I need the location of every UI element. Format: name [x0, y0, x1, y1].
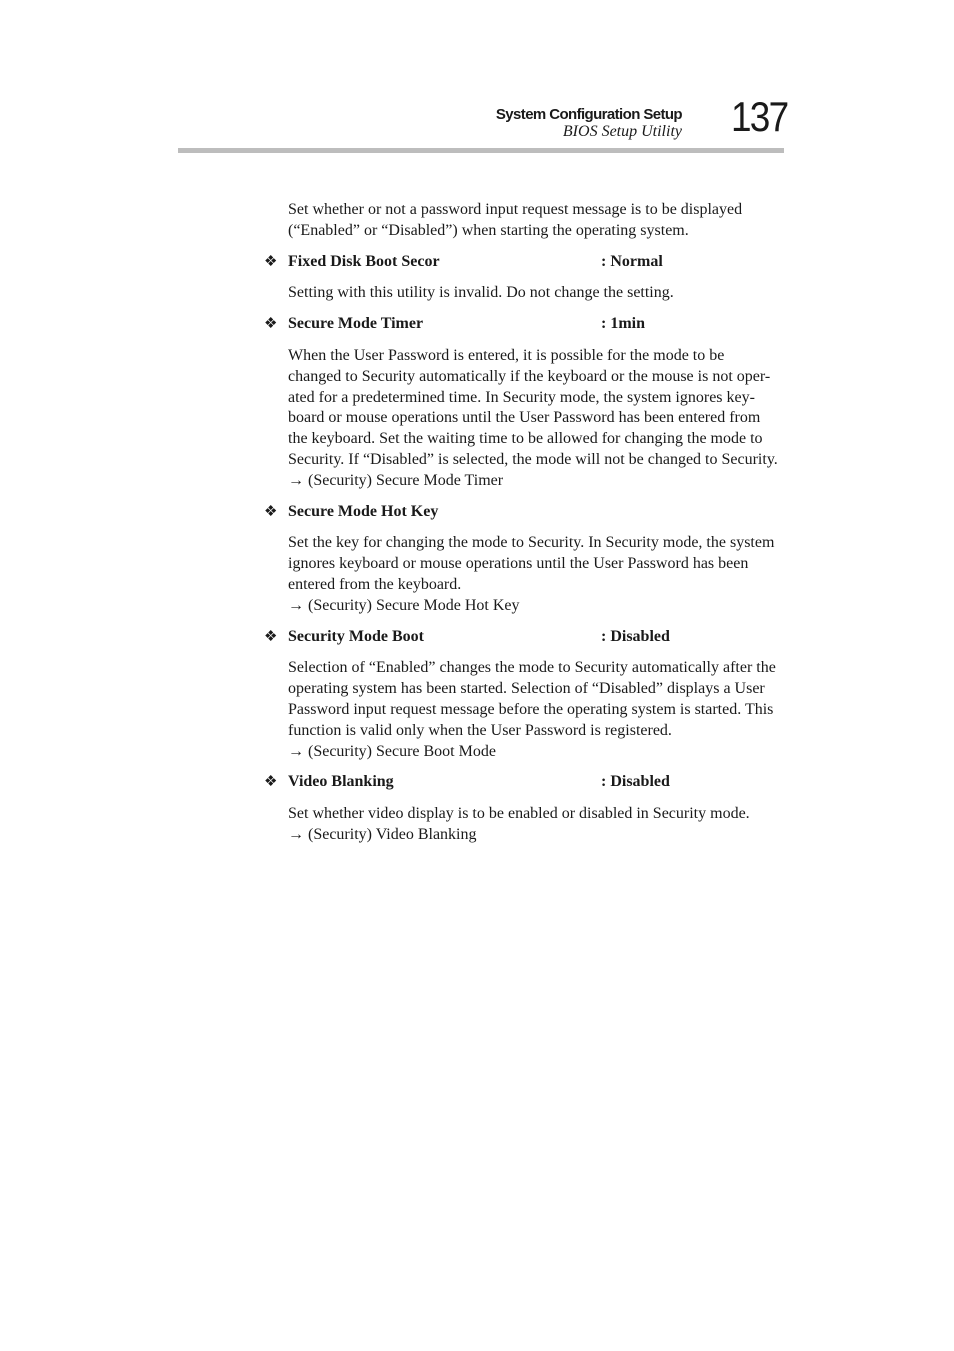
paragraph-line: changed to Security automatically if the keyboard or the mouse is not oper-: [288, 367, 771, 385]
paragraph-line: → (Security) Secure Boot Mode: [288, 742, 496, 760]
setting-item: [262, 502, 802, 523]
page-number: 137: [731, 93, 788, 140]
paragraph-line: Set whether video display is to be enabled or disabled in Security mode.: [288, 805, 750, 823]
paragraph-line: Setting with this utility is invalid. Do not change the setting.: [288, 284, 674, 302]
setting-name: Secure Mode Hot Key: [288, 502, 439, 520]
paragraph-line: → (Security) Video Blanking: [288, 825, 477, 843]
paragraph-line: Set whether or not a password input request message is to be displayed: [288, 201, 743, 218]
setting-value: : Disabled: [601, 773, 670, 791]
setting-name: Secure Mode Timer: [288, 315, 424, 333]
paragraph-line: ated for a predetermined time. In Security mode, the system ignores key-: [288, 388, 755, 406]
paragraph-line: → (Security) Secure Mode Timer: [288, 471, 504, 489]
paragraph-line: board or mouse operations until the User Password has been entered from: [288, 409, 761, 427]
paragraph-line: Password input request message before the operating system is started. This: [288, 700, 774, 718]
paragraph-line: Selection of “Enabled” changes the mode to Security automatically after the: [288, 659, 776, 677]
paragraph-line: operating system has been started. Selection of “Disabled” displays a User: [288, 680, 765, 698]
paragraph-line: function is valid only when the User Password is registered.: [288, 721, 672, 739]
paragraph-line: entered from the keyboard.: [288, 575, 462, 593]
setting-value: : Normal: [601, 252, 663, 270]
section-title: System Configuration Setup: [495, 106, 682, 123]
diamond-bullet-icon: ❖: [264, 316, 278, 333]
paragraph-line: Security. If “Disabled” is selected, the mode will not be changed to Security.: [288, 450, 778, 468]
setting-item: [262, 627, 802, 648]
setting-value: : 1min: [601, 315, 645, 333]
section-subtitle: BIOS Setup Utility: [562, 123, 682, 140]
description-paragraph: [288, 200, 788, 242]
diamond-bullet-icon: ❖: [264, 628, 278, 645]
description-paragraph: [288, 346, 788, 492]
description-paragraph: [288, 804, 788, 846]
paragraph-line: ignores keyboard or mouse operations until the User Password has been: [288, 555, 749, 573]
page-body: [262, 200, 802, 856]
paragraph-line: When the User Password is entered, it is possible for the mode to be: [288, 346, 725, 364]
setting-value: : Disabled: [601, 627, 670, 645]
setting-item: [262, 772, 802, 793]
diamond-bullet-icon: ❖: [264, 774, 278, 791]
description-paragraph: [288, 658, 788, 762]
paragraph-line: → (Security) Secure Mode Hot Key: [288, 596, 520, 614]
description-paragraph: [288, 283, 788, 304]
paragraph-line: Set the key for changing the mode to Security. In Security mode, the system: [288, 534, 775, 552]
diamond-bullet-icon: ❖: [264, 253, 278, 270]
setting-item: [262, 314, 802, 335]
setting-name: Security Mode Boot: [288, 627, 424, 645]
paragraph-line: the keyboard. Set the waiting time to be allowed for changing the mode to: [288, 430, 763, 448]
setting-name: Fixed Disk Boot Secor: [288, 252, 440, 270]
description-paragraph: [288, 533, 788, 616]
header-divider: [178, 148, 784, 153]
setting-item: [262, 252, 802, 273]
page-header: [0, 0, 954, 160]
diamond-bullet-icon: ❖: [264, 503, 278, 520]
paragraph-line: (“Enabled” or “Disabled”) when starting the operating system.: [288, 221, 689, 239]
setting-name: Video Blanking: [288, 773, 394, 791]
